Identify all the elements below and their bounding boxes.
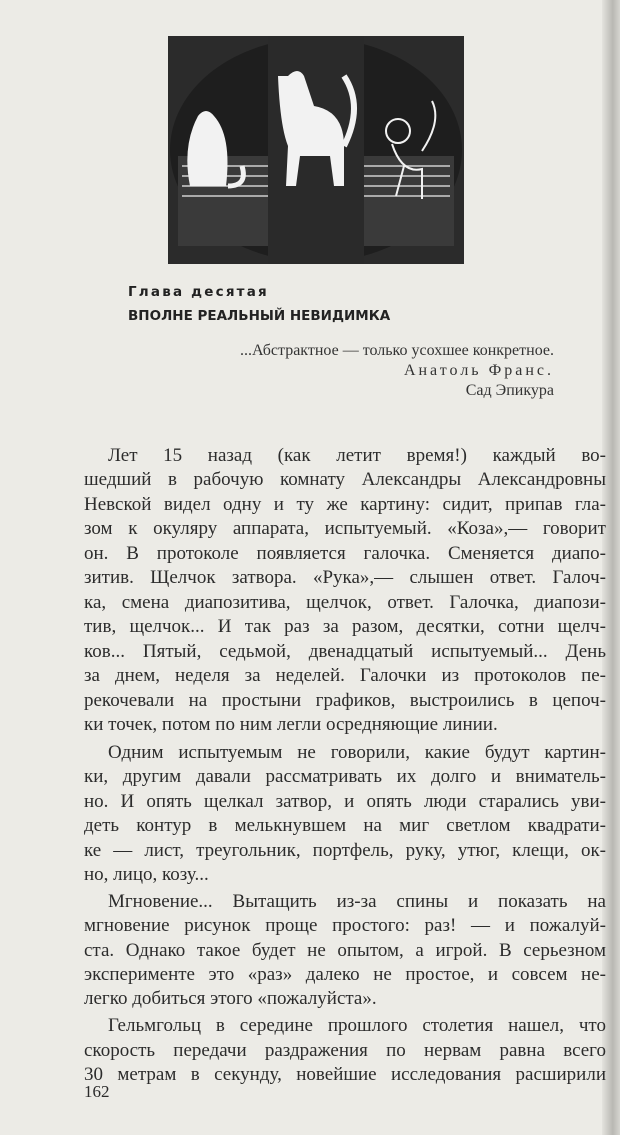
- epigraph-quote: ...Абстрактное — только усохшее конкретное.: [240, 342, 554, 359]
- chapter-illustration-cats: [168, 36, 464, 264]
- text-line: зом к окуляру аппарата, испытуемый. «Коза»,— говорит: [84, 518, 606, 539]
- text-line: шедший в рабочую комнату Александры Александровны: [84, 469, 606, 490]
- text-line: ка, смена диапозитива, щелчок, ответ. Галочка, диапози-: [84, 592, 606, 613]
- epigraph-source: Сад Эпикура: [465, 382, 554, 399]
- text-line: он. В протоколе появляется галочка. Сменяется диапо-: [84, 543, 606, 564]
- text-line: но, лицо, козу...: [84, 864, 209, 885]
- text-line: скорость передачи раздражения по нервам равна всего: [84, 1040, 606, 1061]
- epigraph-author: Анатоль Франс.: [403, 362, 554, 379]
- text-line: деть контур в мелькнувшем на миг светлом квадрати-: [84, 815, 606, 836]
- text-line: Невской видел одну и ту же картину: сидит, припав гла-: [84, 494, 606, 515]
- text-line: зитив. Щелчок затвора. «Рука»,— слышен ответ. Галоч-: [84, 567, 606, 588]
- text-line: ки точек, потом по ним легли осредняющие линии.: [84, 714, 498, 735]
- text-line: но. И опять щелкал затвор, и опять люди старались уви-: [84, 791, 606, 812]
- page-number: 162: [84, 1082, 110, 1101]
- text-line: Мгновение... Вытащить из-за спины и показать на: [108, 891, 606, 912]
- text-line: Гельмгольц в середине прошлого столетия нашел, что: [108, 1015, 606, 1036]
- text-line: Одним испытуемым не говорили, какие будут картин-: [108, 742, 606, 763]
- text-line: 30 метрам в секунду, новейшие исследования расширили: [84, 1064, 606, 1085]
- text-line: легко добиться этого «пожалуйста».: [84, 988, 377, 1009]
- text-line: тив, щелчок... И так раз за разом, десятки, сотни щелч-: [84, 616, 606, 637]
- chapter-title: ВПОЛНЕ РЕАЛЬНЫЙ НЕВИДИМКА: [128, 308, 391, 324]
- text-line: Лет 15 назад (как летит время!) каждый во-: [108, 445, 606, 466]
- text-line: за днем, неделя за неделей. Галочки из протоколов пе-: [84, 665, 606, 686]
- text-line: ки, другим давали рассматривать их долго и вниматель-: [84, 766, 606, 787]
- text-line: ста. Однако такое будет не опытом, а игрой. В серьезном: [84, 940, 606, 961]
- text-line: ков... Пятый, седьмой, двенадцатый испытуемый... День: [84, 641, 606, 662]
- text-line: рекочевали на простыни графиков, выстроились в цепоч-: [84, 690, 606, 711]
- text-line: ке — лист, треугольник, портфель, руку, утюг, клещи, ок-: [84, 840, 606, 861]
- text-line: эксперименте это «раз» далеко не простое, и совсем не-: [84, 964, 606, 985]
- text-line: мгновение рисунок проще простого: раз! — и пожалуй-: [84, 915, 606, 936]
- chapter-label: Глава десятая: [128, 284, 269, 300]
